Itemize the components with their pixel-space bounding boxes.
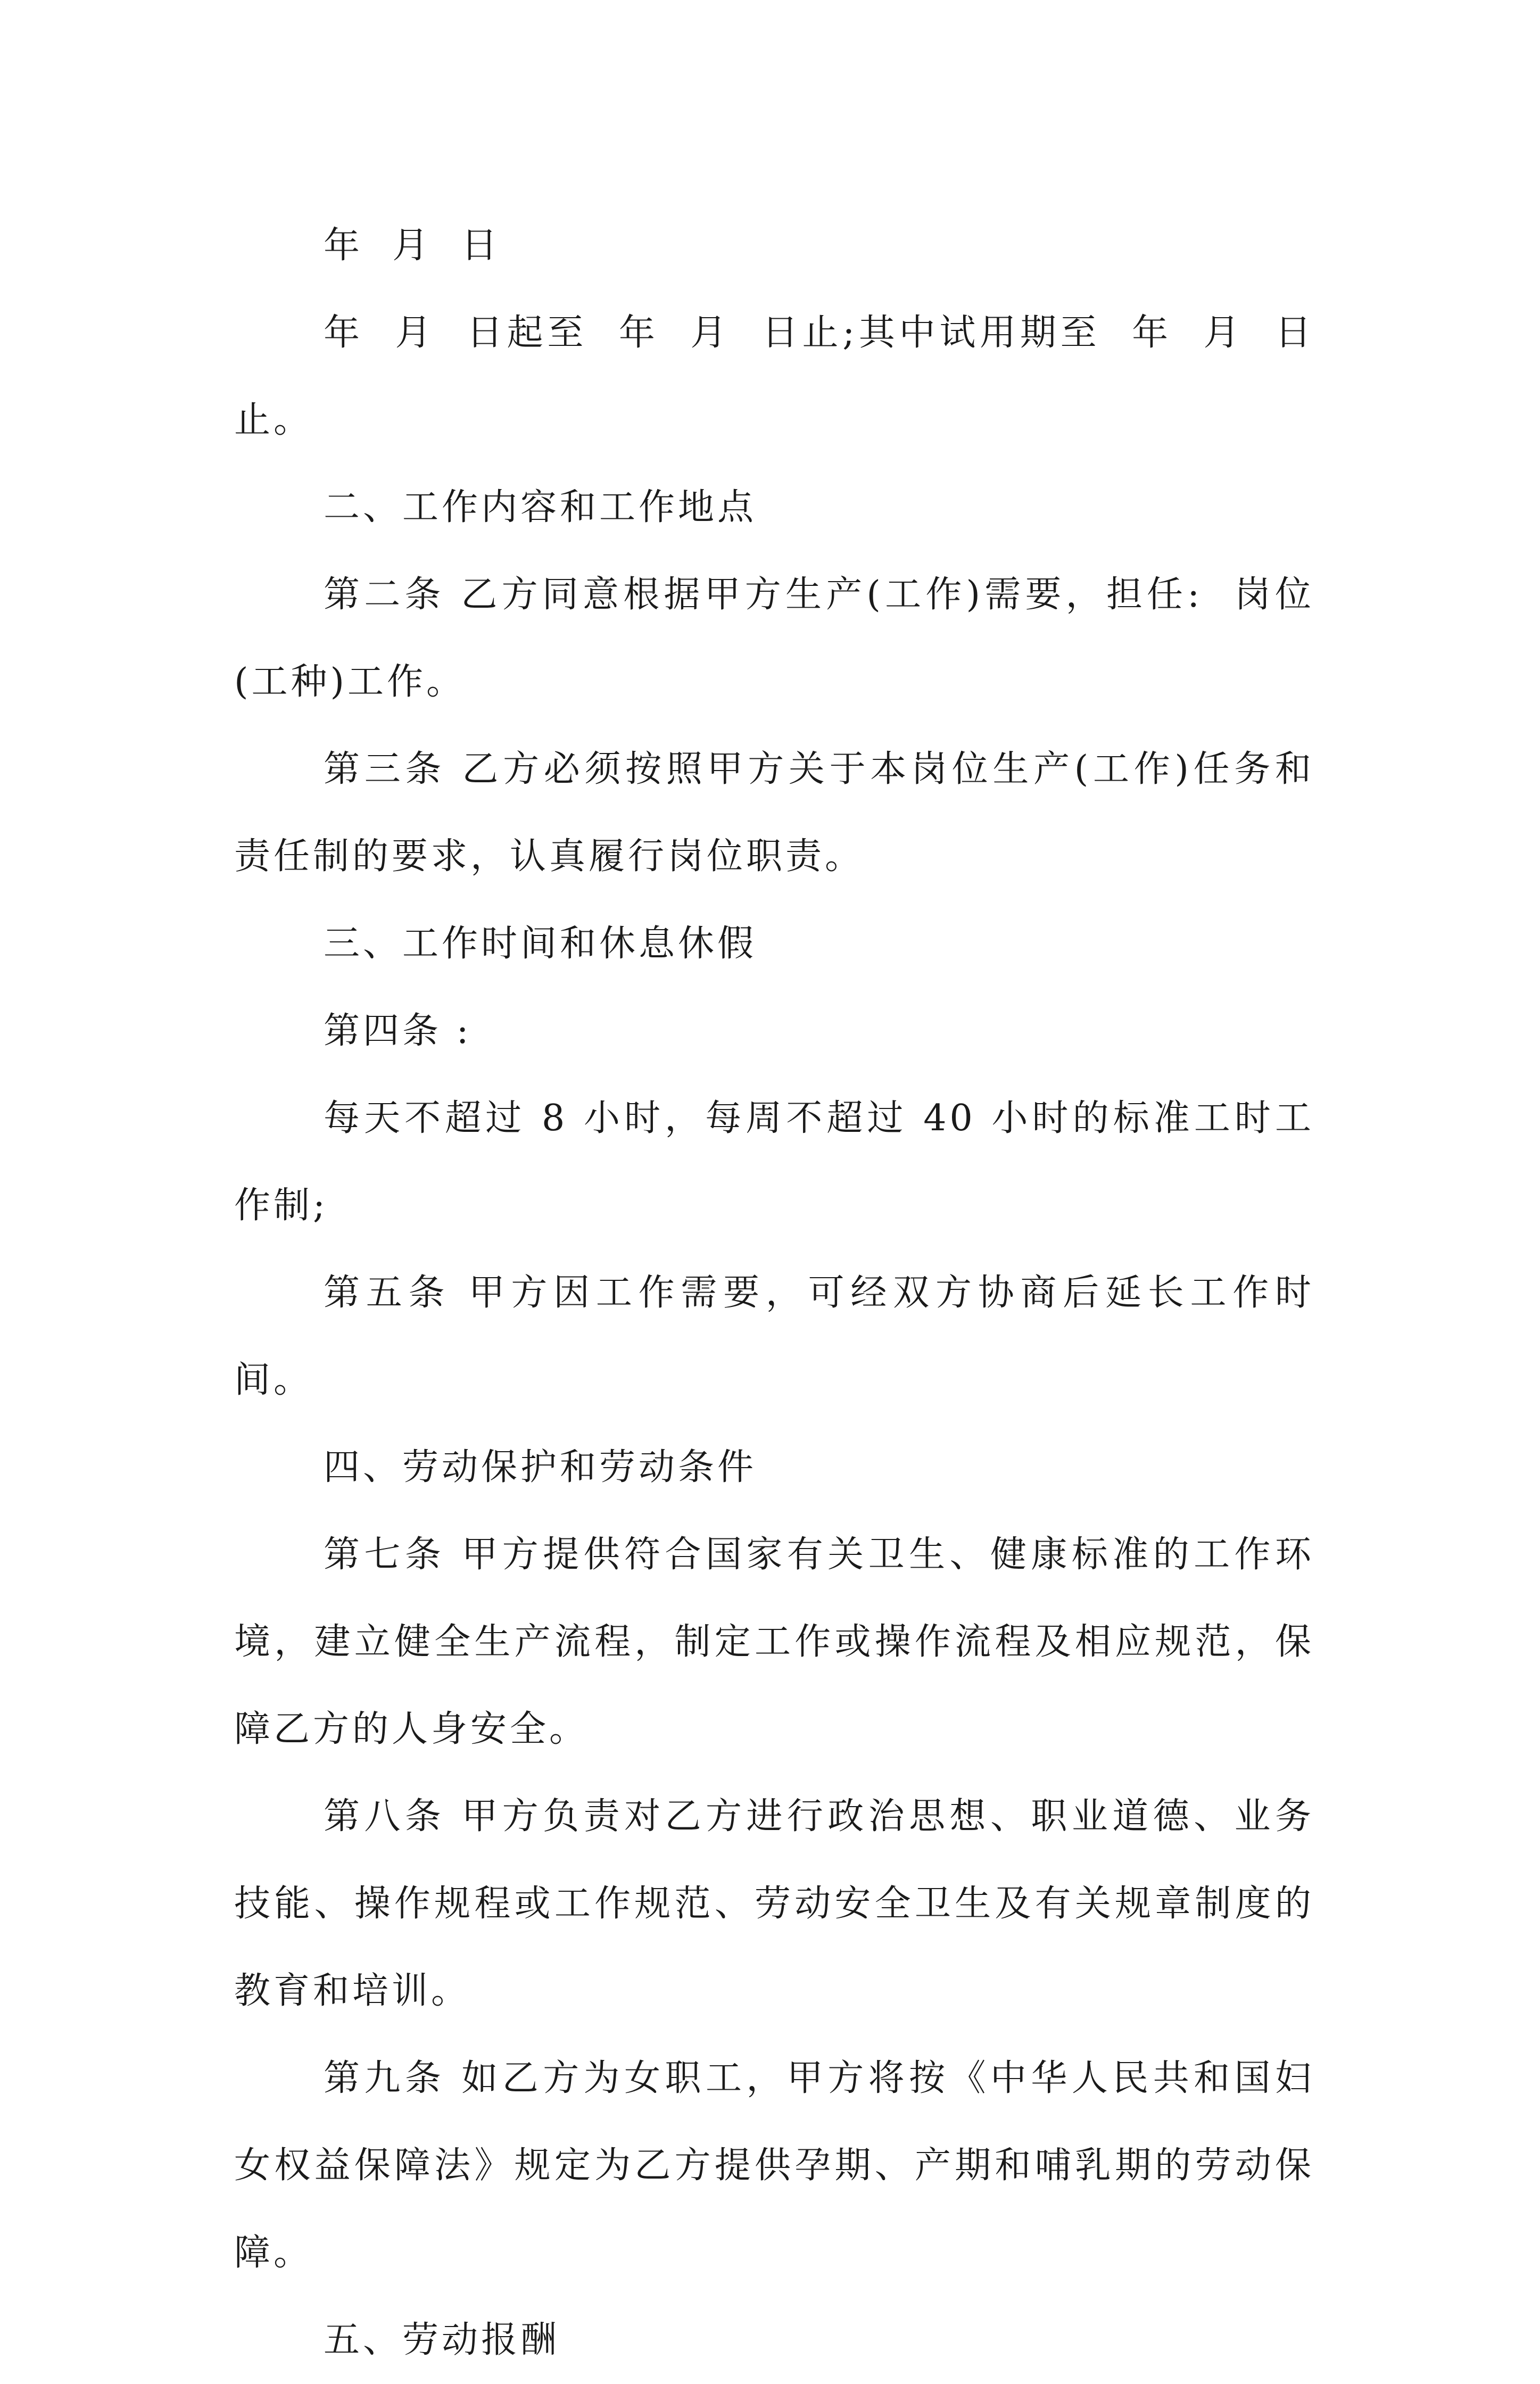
section-heading-labor-protection: 四、劳动保护和劳动条件 bbox=[324, 1446, 757, 1488]
article-7: 第七条 甲方提供符合国家有关卫生、健康标准的工作环境，建立健全生产流程，制定工作或操作流程及相应规范，保障乙方的人身安全。 bbox=[234, 1534, 1314, 1750]
date-line: 年 月 日 bbox=[324, 225, 501, 267]
article-4: 第四条 : bbox=[324, 1010, 472, 1052]
article-8: 第八条 甲方负责对乙方进行政治思想、职业道德、业务技能、操作规程或工作规范、劳动安全卫生及有关规章制度的教育和培训。 bbox=[234, 1795, 1314, 2012]
section-heading-work-content: 二、工作内容和工作地点 bbox=[324, 486, 757, 528]
article-5: 第五条 甲方因工作需要，可经双方协商后延长工作时间。 bbox=[234, 1272, 1314, 1401]
section-heading-remuneration: 五、劳动报酬 bbox=[324, 2319, 560, 2361]
article-2: 第二条 乙方同意根据甲方生产(工作)需要，担任: 岗位(工种)工作。 bbox=[234, 574, 1314, 703]
article-3: 第三条 乙方必须按照甲方关于本岗位生产(工作)任务和责任制的要求，认真履行岗位职责。 bbox=[234, 748, 1314, 878]
contract-term-line: 年 月 日起至 年 月 日止;其中试用期至 年 月 日止。 bbox=[234, 312, 1314, 441]
article-9: 第九条 如乙方为女职工，甲方将按《中华人民共和国妇女权益保障法》规定为乙方提供孕期、产期和哺乳期的劳动保障。 bbox=[234, 2057, 1314, 2274]
section-heading-work-hours: 三、工作时间和休息休假 bbox=[324, 923, 757, 965]
document-body bbox=[234, 202, 1314, 2384]
article-4-detail: 每天不超过 8 小时，每周不超过 40 小时的标准工时工作制; bbox=[234, 1097, 1314, 1227]
